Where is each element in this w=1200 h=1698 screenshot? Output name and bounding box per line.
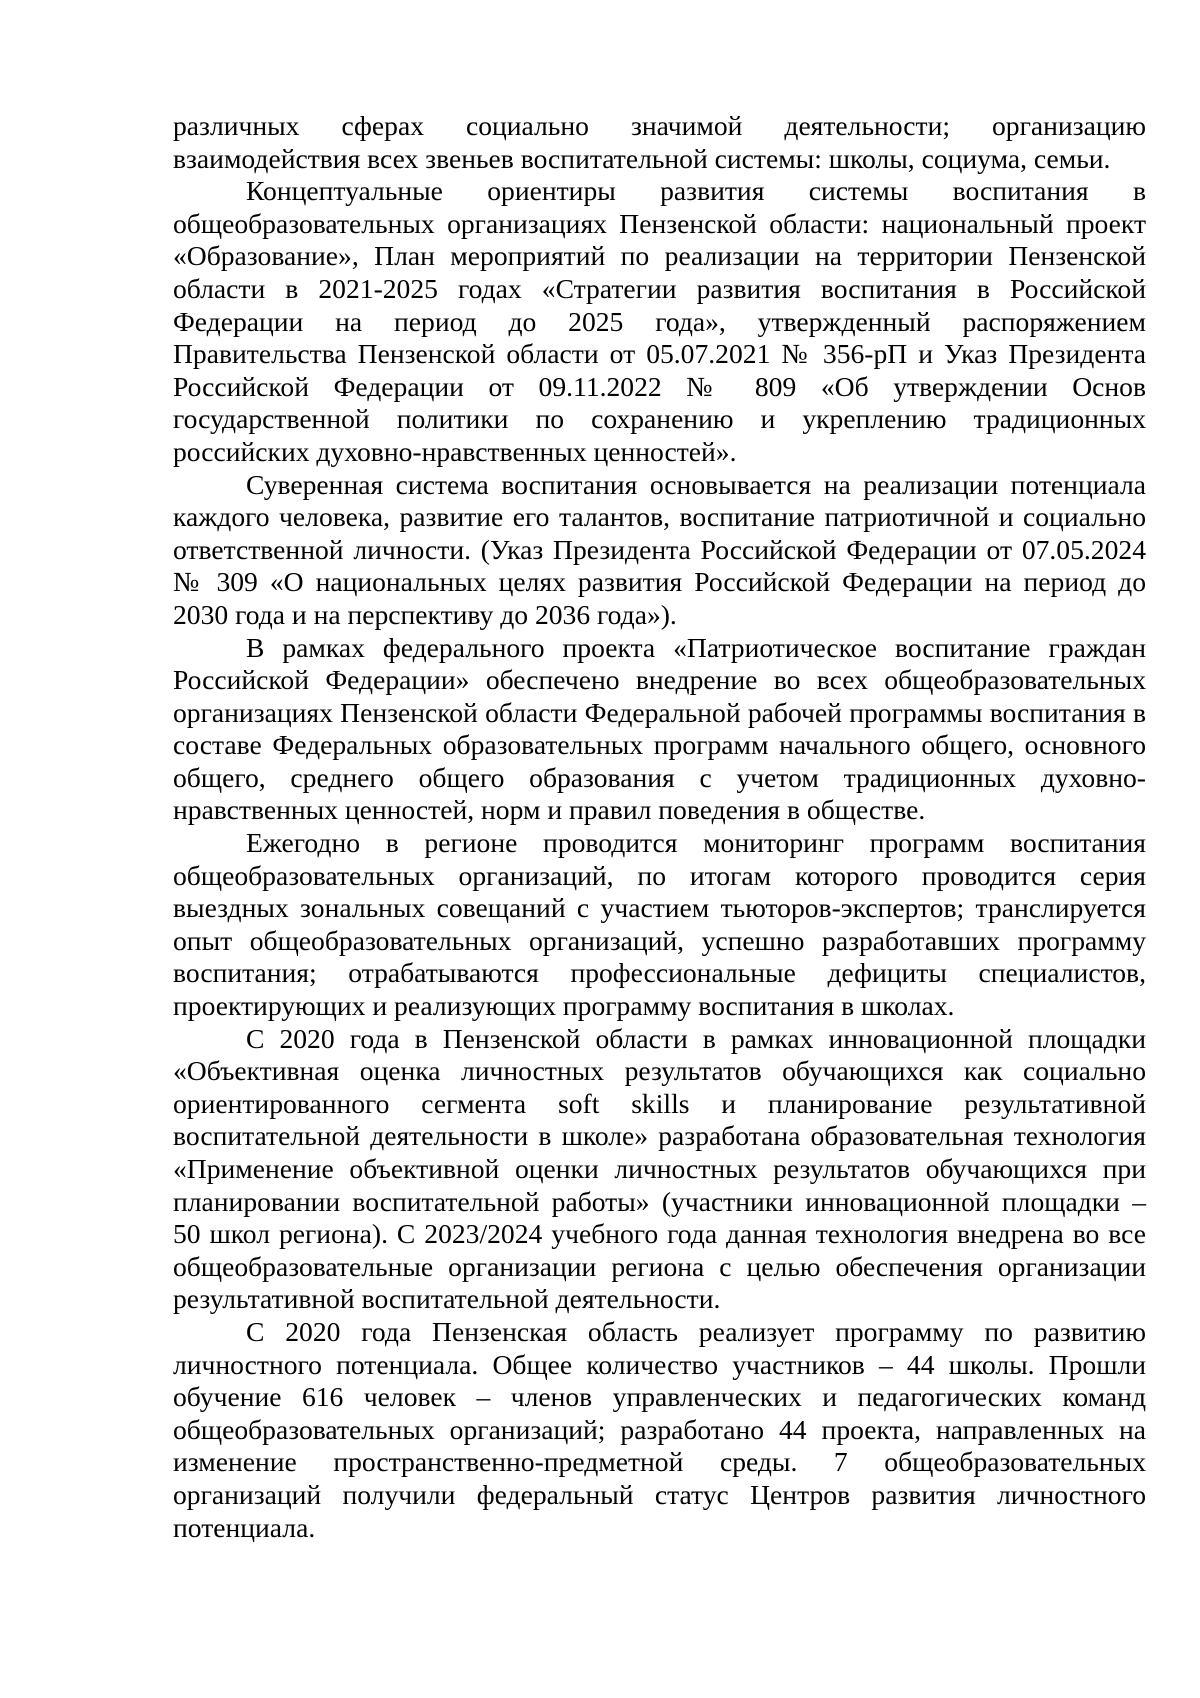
paragraph-sovereign-system: Суверенная система воспитания основывается на реализации потенциала каждого человека, развитие его талантов, воспитание патриотичной и социально ответственной личности. (Указ Президента Российской Федерации от 07.05.2024 № 309 «О национальных целях развития Российской Федерации на период до 2030 года и на перспективу до 2036 года»).	[173, 468, 1146, 630]
paragraph-continuation: различных сферах социально значимой деятельности; организацию взаимодействия всех звеньев воспитательной системы: школы, социума, семьи.	[173, 110, 1146, 174]
paragraph-federal-project: В рамках федерального проекта «Патриотическое воспитание граждан Российской Федерации» обеспечено внедрение во всех общеобразовательных организациях Пензенской области Федеральной рабочей программы воспитания в составе Федеральных образовательных программ начального общего, основного общего, среднего общего образования с учетом традиционных духовно-нравственных ценностей, норм и правил поведения в обществе.	[173, 631, 1146, 826]
paragraph-monitoring: Ежегодно в регионе проводится мониторинг программ воспитания общеобразовательных организаций, по итогам которого проводится серия выездных зональных совещаний с участием тьюторов-экспертов; транслируется опыт общеобразовательных организаций, успешно разработавших программу воспитания; отрабатываются профессиональные дефициты специалистов, проектирующих и реализующих программу воспитания в школах.	[173, 827, 1146, 1022]
paragraph-personal-potential: С 2020 года Пензенская область реализует программу по развитию личностного потенциала. Общее количество участников – 44 школы. Прошли обучение 616 человек – членов управленческих и педагогических команд общеобразовательных организаций; разработано 44 проекта, направленных на изменение пространственно-предметной среды. 7 общеобразовательных организаций получили федеральный статус Центров развития личностного потенциала.	[173, 1315, 1146, 1543]
document-page	[173, 110, 1146, 1544]
paragraph-innovation-platform: С 2020 года в Пензенской области в рамках инновационной площадки «Объективная оценка личностных результатов обучающихся как социально ориентированного сегмента soft skills и планирование результативной воспитательной деятельности в школе» разработана образовательная технология «Применение объективной оценки личностных результатов обучающихся при планировании воспитательной работы» (участники инновационной площадки – 50 школ региона). С 2023/2024 учебного года данная технология внедрена во все общеобразовательные организации региона с целью обеспечения организации результативной воспитательной деятельности.	[173, 1022, 1146, 1315]
paragraph-conceptual-guidelines: Концептуальные ориентиры развития системы воспитания в общеобразовательных организациях Пензенской области: национальный проект «Образование», План мероприятий по реализации на территории Пензенской области в 2021-2025 годах «Стратегии развития воспитания в Российской Федерации на период до 2025 года», утвержденный распоряжением Правительства Пензенской области от 05.07.2021 № 356-рП и Указ Президента Российской Федерации от 09.11.2022 № 809 «Об утверждении Основ государственной политики по сохранению и укреплению традиционных российских духовно-нравственных ценностей».	[173, 175, 1146, 467]
